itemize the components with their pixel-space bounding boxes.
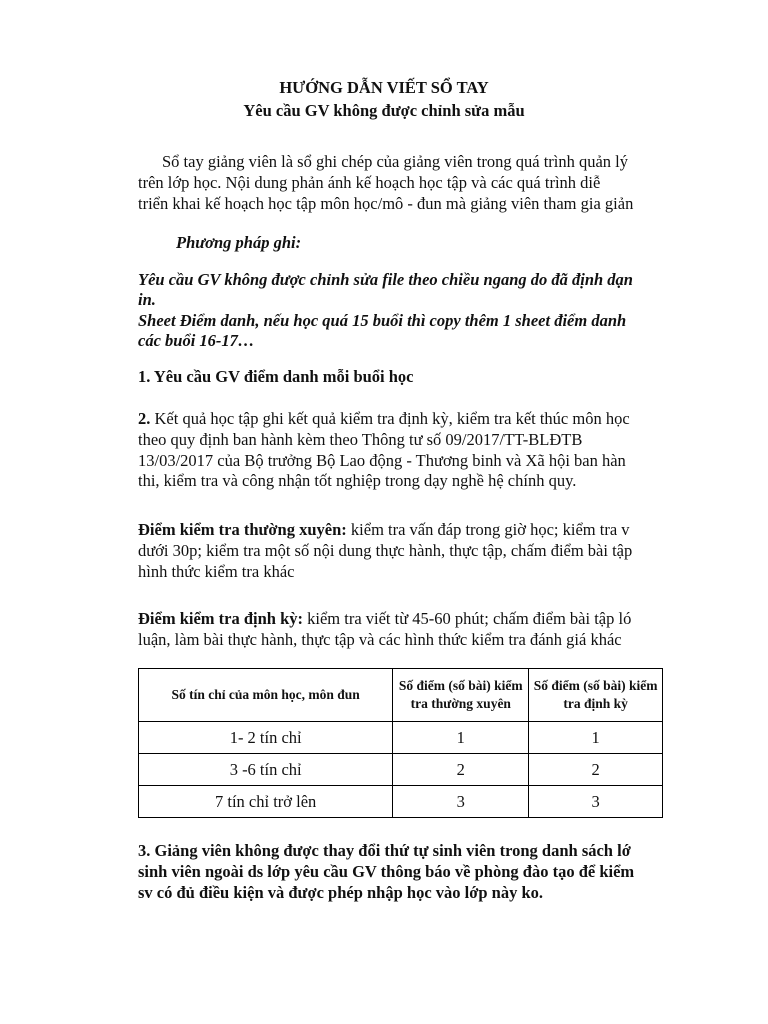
table-header-regular: Số điểm (số bài) kiểm tra thường xuyên bbox=[393, 669, 529, 722]
table-header-periodic: Số điểm (số bài) kiểm tra định kỳ bbox=[529, 669, 663, 722]
table-cell: 1 bbox=[393, 722, 529, 754]
table-cell: 2 bbox=[393, 754, 529, 786]
table-cell: 2 bbox=[529, 754, 663, 786]
item-2-line-3: 13/03/2017 của Bộ trưởng Bộ Lao động - Thương binh và Xã hội ban hàn bbox=[138, 451, 626, 470]
table-row bbox=[139, 786, 663, 818]
table-row bbox=[139, 722, 663, 754]
intro-line-1: Sổ tay giảng viên là sổ ghi chép của giảng viên trong quá trình quản lý bbox=[162, 152, 629, 171]
regular-test-line-2: dưới 30p; kiểm tra một số nội dung thực hành, thực tập, chấm điểm bài tập bbox=[138, 541, 633, 560]
method-heading: Phương pháp ghi: bbox=[176, 233, 302, 252]
regular-test-text: kiểm tra vấn đáp trong giờ học; kiểm tra v bbox=[346, 520, 630, 539]
credit-score-table bbox=[138, 668, 663, 818]
intro-line-2: trên lớp học. Nội dung phản ánh kế hoạch học tập và các quá trình diễ bbox=[138, 173, 601, 192]
item-2-line-1 bbox=[138, 409, 630, 429]
item-2-number: 2. bbox=[138, 409, 151, 428]
regular-test-line-1 bbox=[138, 520, 630, 540]
periodic-test-line-2: luận, làm bài thực hành, thực tập và các hình thức kiểm tra đánh giá khác bbox=[138, 630, 622, 649]
item-2-text: Kết quả học tập ghi kết quả kiểm tra định kỳ, kiểm tra kết thúc môn học bbox=[150, 409, 630, 428]
regular-test-line-3: hình thức kiểm tra khác bbox=[138, 562, 295, 581]
table-cell: 3 -6 tín chỉ bbox=[139, 754, 393, 786]
table-header-credits: Số tín chỉ của môn học, môn đun bbox=[139, 669, 393, 722]
item-2-line-2: theo quy định ban hành kèm theo Thông tư số 09/2017/TT-BLĐTB bbox=[138, 430, 583, 449]
requirement-line-2: in. bbox=[138, 290, 156, 309]
table-cell: 7 tín chỉ trở lên bbox=[139, 786, 393, 818]
item-3-line-1: 3. Giảng viên không được thay đổi thứ tự sinh viên trong danh sách lớ bbox=[138, 841, 631, 860]
intro-line-3: triển khai kế hoạch học tập môn học/mô - đun mà giảng viên tham gia giản bbox=[138, 194, 634, 213]
table-cell: 1 bbox=[529, 722, 663, 754]
requirement-line-1: Yêu cầu GV không được chỉnh sửa file theo chiều ngang do đã định dạn bbox=[138, 270, 633, 289]
requirement-line-4: các buổi 16-17… bbox=[138, 331, 255, 350]
item-1-heading: 1. Yêu cầu GV điểm danh mỗi buổi học bbox=[138, 367, 414, 386]
table-cell: 3 bbox=[529, 786, 663, 818]
periodic-test-line-1 bbox=[138, 609, 631, 629]
item-3-line-3: sv có đủ điều kiện và được phép nhập học vào lớp này ko. bbox=[138, 883, 544, 902]
table-cell: 3 bbox=[393, 786, 529, 818]
periodic-test-text: kiểm tra viết từ 45-60 phút; chấm điểm bài tập ló bbox=[303, 609, 632, 628]
table-row bbox=[139, 754, 663, 786]
table-cell: 1- 2 tín chỉ bbox=[139, 722, 393, 754]
table-header-row bbox=[139, 669, 663, 722]
periodic-test-label: Điểm kiểm tra định kỳ: bbox=[138, 609, 303, 628]
requirement-line-3: Sheet Điểm danh, nếu học quá 15 buổi thì copy thêm 1 sheet điểm danh bbox=[138, 311, 627, 330]
document-subtitle: Yêu cầu GV không được chỉnh sửa mẫu bbox=[243, 101, 525, 120]
item-3-line-2: sinh viên ngoài ds lớp yêu cầu GV thông báo về phòng đào tạo để kiểm bbox=[138, 862, 635, 881]
regular-test-label: Điểm kiểm tra thường xuyên: bbox=[138, 520, 347, 539]
document-title: HƯỚNG DẪN VIẾT SỔ TAY bbox=[279, 78, 489, 97]
item-2-line-4: thi, kiểm tra và công nhận tốt nghiệp trong dạy nghề hệ chính quy. bbox=[138, 471, 577, 490]
